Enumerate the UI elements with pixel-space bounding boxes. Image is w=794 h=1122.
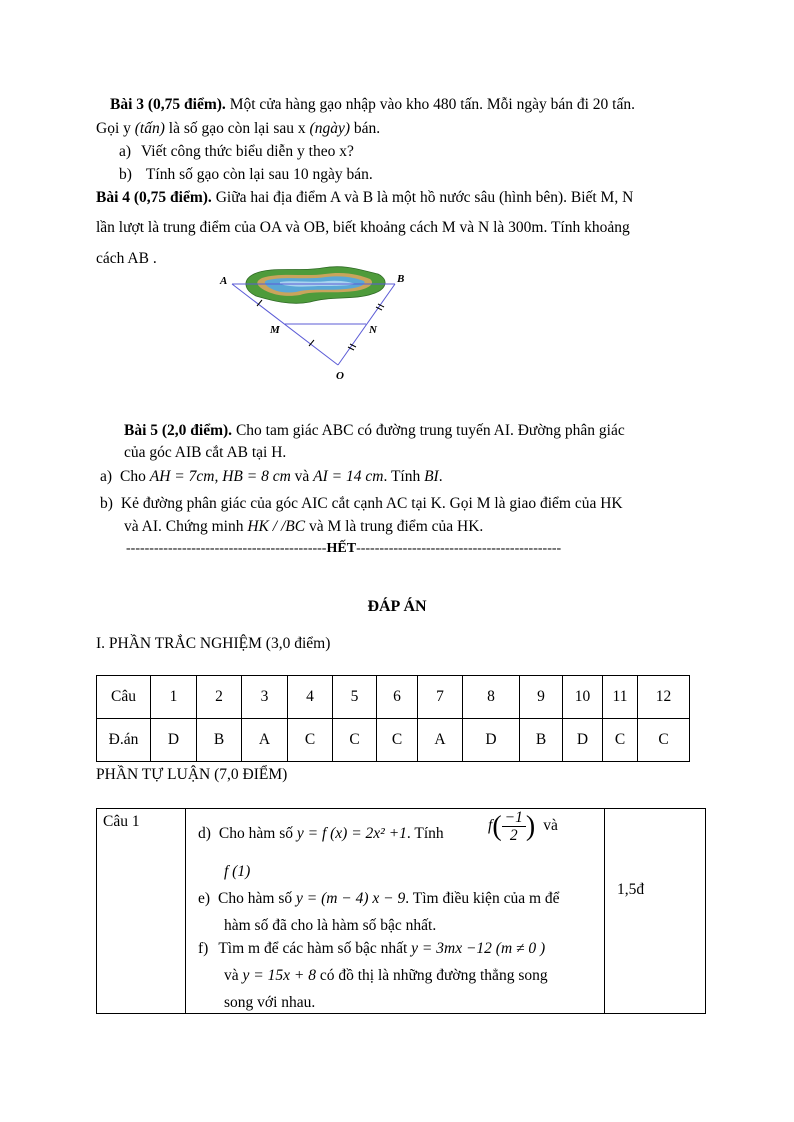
question-cell: 9 <box>520 676 563 719</box>
bai5-item-a-math1: AH = 7cm, HB = 8 cm <box>149 468 291 485</box>
part2-heading: PHẦN TỰ LUẬN (7,0 ĐIỂM) <box>96 766 288 783</box>
bai3-line2-c: bán. <box>349 120 381 137</box>
end-dashes-right: -------------------------------------------- <box>356 541 562 556</box>
cau1-e-label: e) <box>198 890 211 907</box>
bai5-line1-text: Cho tam giác ABC có đường trung tuyến AI. Đường phân giác <box>232 422 625 439</box>
bai5-item-b-post: và M là trung điểm của HK. <box>305 518 484 535</box>
bai5-item-b-math: HK / /BC <box>247 518 306 535</box>
bai3-line2-a: Gọi y <box>96 120 135 137</box>
header-cell-cau: Câu <box>97 676 151 719</box>
cau1-item-d <box>198 825 444 844</box>
bai5-item-b-label: b) <box>100 495 113 512</box>
bai5-item-a <box>100 468 443 487</box>
bai3-title: Bài 3 (0,75 điểm). <box>110 96 226 113</box>
header-cell-dan: Đ.án <box>97 719 151 762</box>
bai3-item-b-label: b) <box>119 166 132 183</box>
answer-cell: C <box>603 719 638 762</box>
lake-triangle-figure <box>210 262 420 387</box>
cau1-d-fraction <box>488 809 558 844</box>
bai5-item-a-label: a) <box>100 468 113 485</box>
question-cell: 2 <box>197 676 242 719</box>
question-cell: 3 <box>242 676 288 719</box>
label-a: A <box>220 275 228 287</box>
cau1-f-line3: song với nhau. <box>224 994 316 1011</box>
cau1-f-pre: Tìm m để các hàm số bậc nhất <box>218 940 412 957</box>
cau1-f-line2-post: có đồ thị là những đường thẳng song <box>315 967 548 984</box>
cau1-d-f: f <box>488 817 493 835</box>
cau1-item-e <box>198 890 560 909</box>
bai4-line2: lần lượt là trung điểm của OA và OB, biết khoảng cách M và N là 300m. Tính khoảng <box>96 219 630 236</box>
bai5-item-a-post: . Tính <box>383 468 425 485</box>
question-cell: 10 <box>563 676 603 719</box>
bai3-item-b <box>119 166 373 185</box>
answer-cell: D <box>463 719 520 762</box>
answer-cell: C <box>288 719 333 762</box>
table-row-cau1 <box>97 809 706 1014</box>
bai5-item-b-pre: và AI. Chứng minh <box>124 518 248 535</box>
fraction-denominator: 2 <box>509 827 518 845</box>
question-cell: 8 <box>463 676 520 719</box>
answer-cell: D <box>151 719 197 762</box>
question-cell: 6 <box>377 676 418 719</box>
cau1-f-line2 <box>224 967 548 986</box>
bai3-item-a-label: a) <box>119 143 132 160</box>
answer-cell: A <box>418 719 463 762</box>
fraction-numerator: −1 <box>502 809 526 827</box>
part1-heading: I. PHẦN TRẮC NGHIỆM (3,0 điểm) <box>96 635 331 652</box>
cau1-d-post: và <box>543 817 558 835</box>
end-word: HẾT <box>326 541 357 556</box>
cau1-content-cell <box>186 809 605 1014</box>
cau1-score-cell: 1,5đ <box>605 809 706 1014</box>
cau1-e-math: y = (m − 4) x − 9 <box>295 890 406 907</box>
cau1-e-post: . Tìm điều kiện của m để <box>405 890 560 907</box>
answer-cell: C <box>377 719 418 762</box>
open-paren: ( <box>492 810 502 842</box>
cau1-f-label: f) <box>198 940 209 957</box>
bai3-unit-tan: (tấn) <box>134 120 165 137</box>
cau1-d-mid: . Tính <box>406 825 444 842</box>
answer-cell: D <box>563 719 603 762</box>
bai5-item-a-end: . <box>438 468 443 485</box>
cau1-f-line2-pre: và <box>224 967 243 984</box>
label-b: B <box>397 273 405 285</box>
bai5-item-a-math2: AI = 14 cm <box>313 468 384 485</box>
bai5-item-b <box>100 495 623 514</box>
question-cell: 1 <box>151 676 197 719</box>
bai3-item-a <box>119 143 354 162</box>
table-row-questions <box>97 676 690 719</box>
answer-cell: A <box>242 719 288 762</box>
label-n: N <box>369 324 377 336</box>
answer-cell: C <box>333 719 377 762</box>
bai5-item-b-line1: Kẻ đường phân giác của góc AIC cắt cạnh AC tại K. Gọi M là giao điểm của HK <box>120 495 623 512</box>
cau1-f-math2: y = 15x + 8 <box>242 967 316 984</box>
label-o: O <box>336 370 344 382</box>
end-marker <box>126 541 561 558</box>
bai3-line2-b: là số gạo còn lại sau x <box>164 120 310 137</box>
bai5-item-b-line2 <box>124 518 483 537</box>
answer-cell: C <box>638 719 690 762</box>
essay-answer-table <box>96 808 706 1014</box>
bai3-item-b-text: Tính số gạo còn lại sau 10 ngày bán. <box>145 166 373 183</box>
bai4-line3: cách AB . <box>96 250 157 267</box>
question-cell: 11 <box>603 676 638 719</box>
bai5-item-a-math3: BI <box>424 468 439 485</box>
bai3-line1 <box>110 96 635 115</box>
bai4-line1-text: Giữa hai địa điểm A và B là một hồ nước sâu (hình bên). Biết M, N <box>211 189 634 206</box>
cau1-d-math: y = f (x) = 2x² +1 <box>296 825 407 842</box>
question-cell: 4 <box>288 676 333 719</box>
cau1-label-cell: Câu 1 <box>97 809 186 1014</box>
cau1-d-label: d) <box>198 825 211 842</box>
multiple-choice-answer-table <box>96 675 690 762</box>
bai5-line1 <box>124 422 625 441</box>
cau1-item-f <box>198 940 545 959</box>
fraction <box>502 809 526 844</box>
bai5-item-a-pre: Cho <box>120 468 150 485</box>
question-cell: 12 <box>638 676 690 719</box>
bai3-intro: Một cửa hàng gạo nhập vào kho 480 tấn. Mỗi ngày bán đi 20 tấn. <box>225 96 635 113</box>
answer-cell: B <box>520 719 563 762</box>
label-m: M <box>270 324 280 336</box>
cau1-e-pre: Cho hàm số <box>218 890 296 907</box>
bai3-line2 <box>96 120 380 139</box>
cau1-d-pre: Cho hàm số <box>218 825 297 842</box>
question-cell: 5 <box>333 676 377 719</box>
bai4-line1 <box>96 189 633 208</box>
bai5-title: Bài 5 (2,0 điểm). <box>124 422 233 439</box>
cau1-d-line2: f (1) <box>224 863 251 880</box>
table-row-answers <box>97 719 690 762</box>
end-dashes-left: ------------------------------------------- <box>126 541 327 556</box>
bai3-item-a-text: Viết công thức biểu diễn y theo x? <box>141 143 354 160</box>
bai5-item-a-mid: và <box>290 468 314 485</box>
cau1-content <box>186 809 604 1012</box>
cau1-e-line2: hàm số đã cho là hàm số bậc nhất. <box>224 917 437 934</box>
bai4-title: Bài 4 (0,75 điểm). <box>96 189 212 206</box>
bai5-line2: của góc AIB cắt AB tại H. <box>124 444 287 461</box>
cau1-f-math1: y = 3mx −12 (m ≠ 0 ) <box>411 940 546 957</box>
dapan-title: ĐÁP ÁN <box>367 598 427 615</box>
answer-cell: B <box>197 719 242 762</box>
question-cell: 7 <box>418 676 463 719</box>
bai3-unit-ngay: (ngày) <box>309 120 350 137</box>
close-paren: ) <box>525 810 536 842</box>
